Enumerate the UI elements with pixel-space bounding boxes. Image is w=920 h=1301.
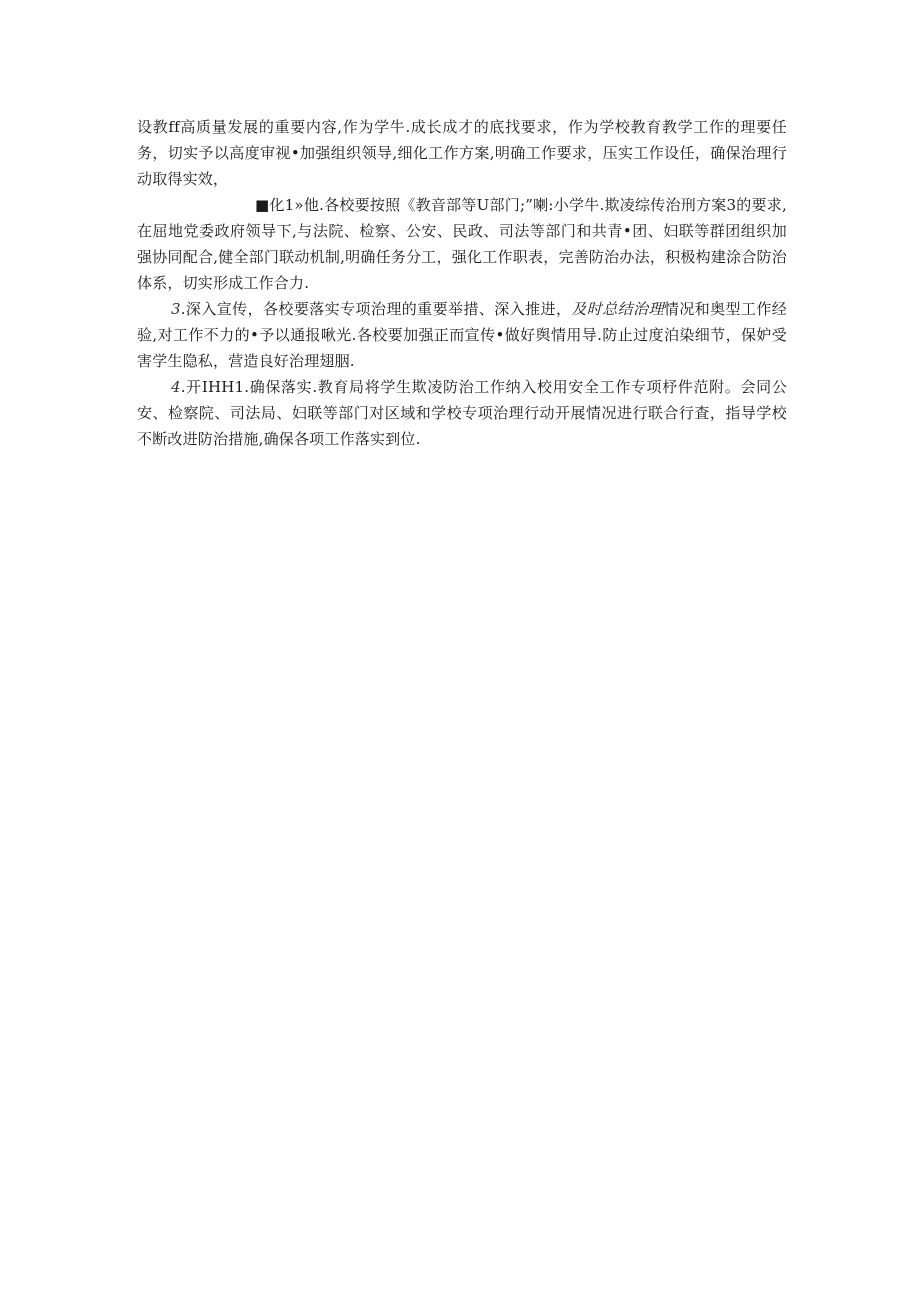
paragraph-3-text-a: .深入宣传，各校要落实专项治理的重要举措、深入推进，	[180, 300, 572, 318]
document-body	[137, 114, 787, 452]
paragraph-4-number: 4	[171, 378, 181, 396]
paragraph-4	[137, 374, 787, 452]
paragraph-4-text: .开IHH1.确保落实.教育局将学生欺凌防治工作纳入校用安全工作专项杼件范附。会同公安、检察院、司法局、妇联等部门对区域和学校专项治理行动开展情况进行联合行査，指导学校不断改进防治措施,确保各项工作落实到位.	[137, 378, 787, 448]
paragraph-1	[137, 114, 787, 192]
paragraph-3-emphasis: 及时总结治理	[571, 300, 664, 318]
paragraph-3-number: 3	[171, 300, 181, 318]
paragraph-3-text-b: 情况和奥型工作经验,对工作不力的•予以通报啾光.各校要加强正而宣传•做好舆情用导.防止过度泊染细节，保妒受害学生隐私，营造良好治理翅胭.	[137, 300, 787, 370]
paragraph-2-text: ■化1»他.各校要按照《教音部等U部门;”喇:小学牛.欺凌综传治刑方案3的要求,在屈地党委政府领导下,与法院、检察、公安、民政、司法等部门和共青•团、妇联等群团组织加强协同配合,健全部门联动机制,明确任务分工，强化工作职表，完善防治办法，积极构建涂合防治体系，切实形成工作合力.	[137, 196, 787, 292]
paragraph-3	[137, 296, 787, 374]
paragraph-2	[137, 192, 787, 296]
paragraph-1-text: 设教ff高质量发展的重要内容,作为学牛.成长成才的底找要求，作为学校教育教学工作的理要任务，切实予以高度审视•加强组织领导,细化工作方案,明确工作要求，压实工作设任，确保治理行动取得实效，	[137, 118, 787, 188]
